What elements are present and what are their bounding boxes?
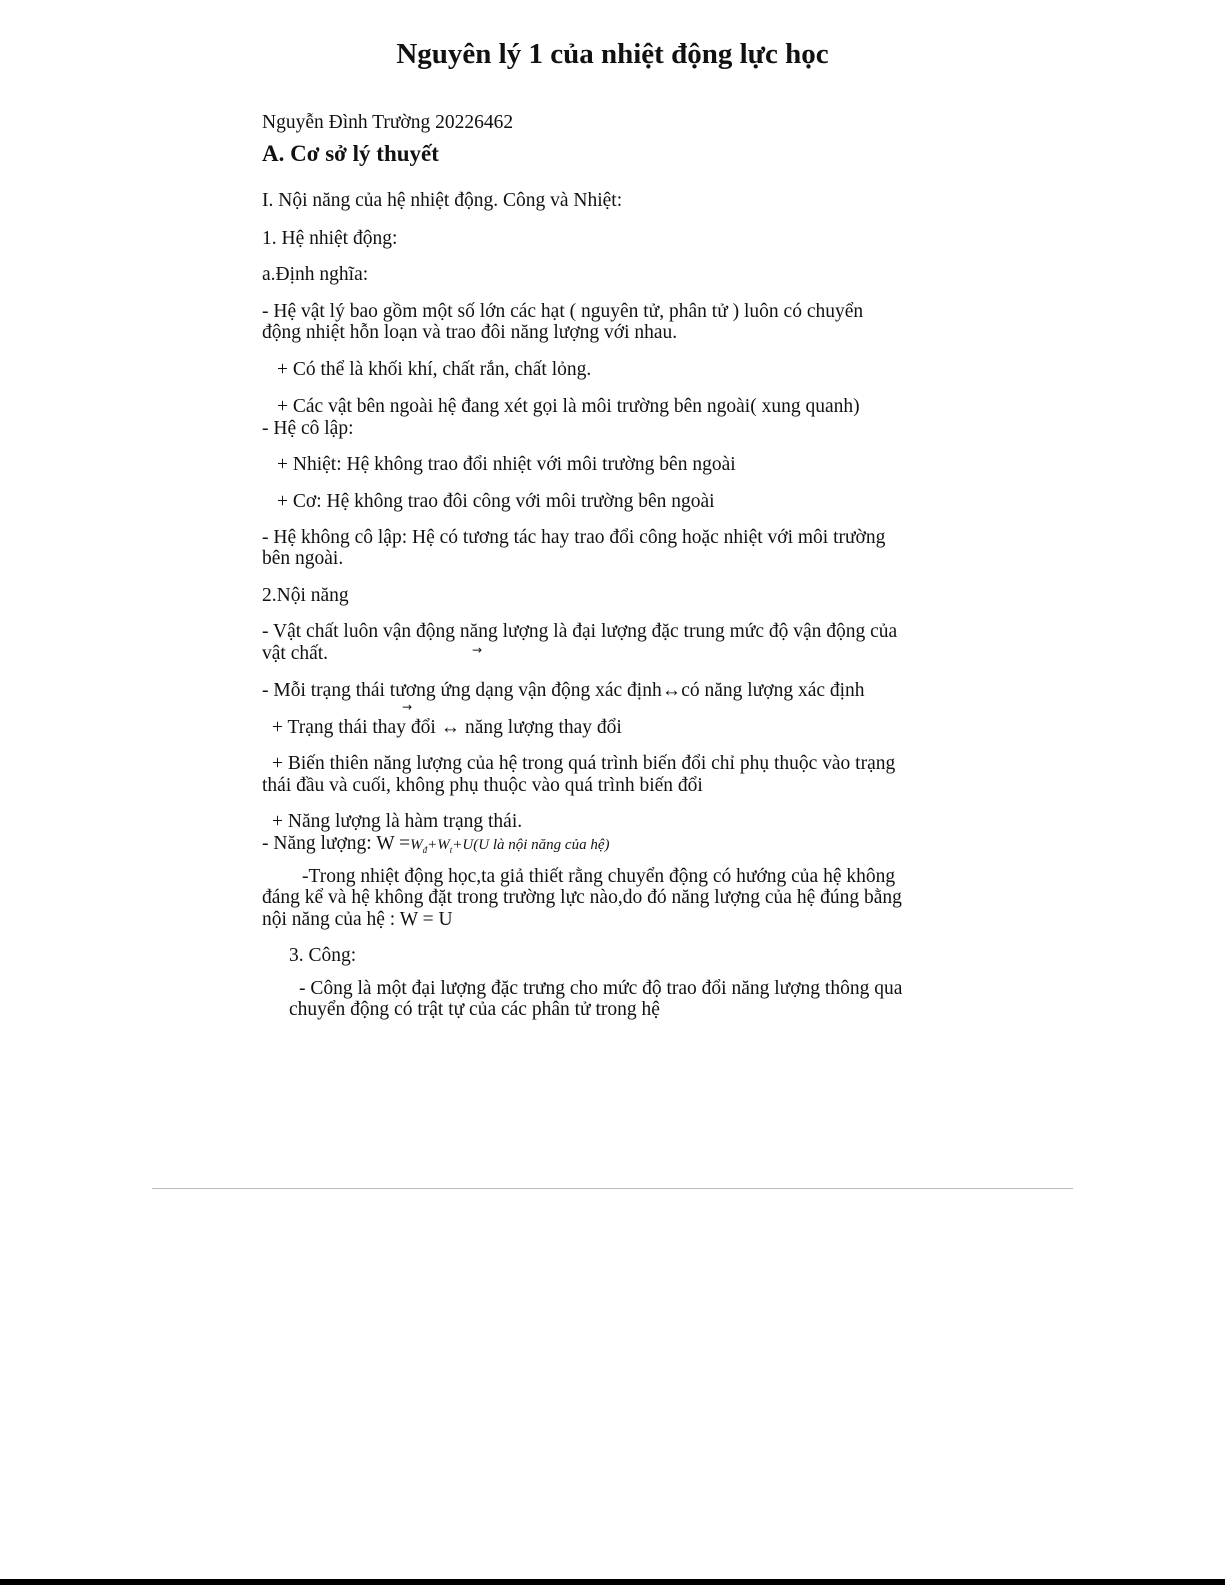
arrow-icon: →: [402, 700, 413, 714]
energy-label: - Năng lượng: W =: [262, 833, 411, 854]
text-line: - Vật chất luôn vận động năng lượng là đại lượng đặc trung mức độ vận động của: [262, 621, 898, 642]
text-line: động nhiệt hỗn loạn và trao đôi năng lượng với nhau.: [262, 322, 678, 343]
text-line: + Các vật bên ngoài hệ đang xét gọi là môi trường bên ngoài( xung quanh): [277, 396, 860, 417]
bottom-edge-bar: [0, 1579, 1225, 1585]
text-line: đáng kể và hệ không đặt trong trường lực nào,do đó năng lượng của hệ đúng bằng: [262, 887, 902, 908]
text-line: vật chất.: [262, 643, 329, 664]
page-title: Nguyên lý 1 của nhiệt động lực học: [396, 38, 829, 70]
arrow-icon: →: [472, 643, 483, 657]
text-line: + Nhiệt: Hệ không trao đổi nhiệt với môi trường bên ngoài: [277, 454, 736, 475]
text-line: - Công là một đại lượng đặc trưng cho mức độ trao đổi năng lượng thông qua: [299, 978, 903, 999]
text-line: + Có thể là khối khí, chất rắn, chất lỏng.: [277, 359, 592, 380]
author-line: Nguyễn Đình Trường 20226462: [262, 112, 514, 133]
text-line: a.Định nghĩa:: [262, 264, 369, 285]
text-line: nội năng của hệ : W = U: [262, 909, 453, 930]
text-line: + Cơ: Hệ không trao đôi công với môi trường bên ngoài: [277, 491, 715, 512]
text-line: 3. Công:: [289, 945, 357, 966]
text-line: - Hệ cô lập:: [262, 418, 354, 439]
text-line: thái đầu và cuối, không phụ thuộc vào quá trình biến đổi: [262, 775, 703, 796]
page-divider: [152, 1188, 1073, 1189]
text-line: -Trong nhiệt động học,ta giả thiết rằng chuyển động có hướng của hệ không: [302, 866, 896, 887]
text-line: [262, 833, 609, 861]
text-line: + Biến thiên năng lượng của hệ trong quá trình biến đổi chỉ phụ thuộc vào trạng: [272, 753, 896, 774]
section-heading: A. Cơ sở lý thuyết: [262, 141, 439, 166]
text-line: 2.Nội năng: [262, 585, 349, 606]
energy-formula: $W_đ+W_t+U(U$ là nội năng của hệ): [410, 837, 610, 855]
text-line: - Hệ không cô lập: Hệ có tương tác hay trao đổi công hoặc nhiệt với môi trường: [262, 527, 886, 548]
text-line: bên ngoài.: [262, 548, 344, 569]
text-line: + Năng lượng là hàm trạng thái.: [272, 811, 523, 832]
text-line: I. Nội năng của hệ nhiệt động. Công và Nhiệt:: [262, 190, 623, 211]
text-line: 1. Hệ nhiệt động:: [262, 228, 398, 249]
text-line: - Hệ vật lý bao gồm một số lớn các hạt ( nguyên tử, phân tử ) luôn có chuyển: [262, 301, 864, 322]
text-line: chuyển động có trật tự của các phân tử trong hệ: [289, 999, 660, 1020]
text-line: - Mỗi trạng thái tương ứng dạng vận động xác định↔có năng lượng xác định: [262, 680, 865, 701]
text-line: + Trạng thái thay đổi ↔ năng lượng thay đổi: [272, 717, 622, 738]
